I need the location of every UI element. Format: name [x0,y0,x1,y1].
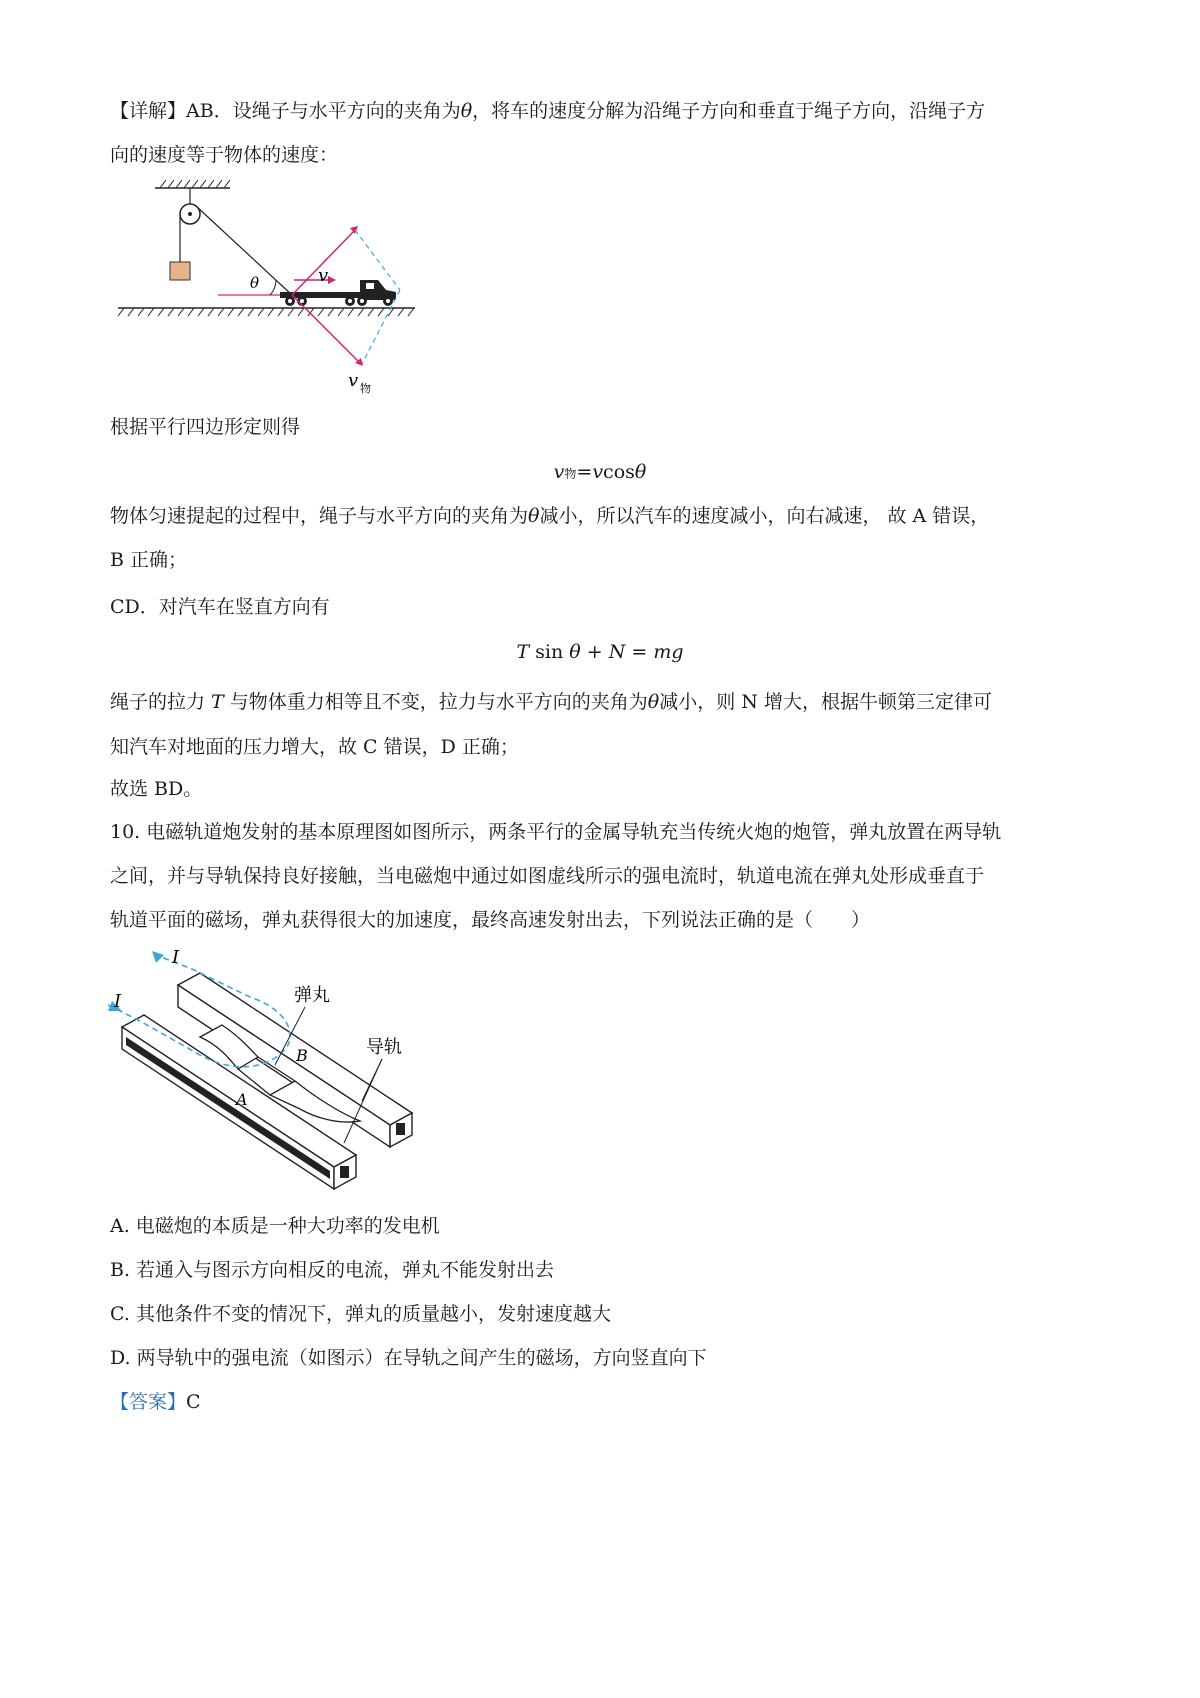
formula-v2: v [592,461,604,483]
current-label-left: I [114,991,122,1012]
rail-label: 导轨 [366,1037,402,1058]
formula-force [0,638,1200,666]
formula-cos: cos [603,461,635,483]
option-b: B. 若通入与图示方向相反的电流，弹丸不能发射出去 [110,1259,555,1281]
formula-mg: mg [653,641,684,663]
hanging-block [170,262,190,280]
solution-line-1 [110,97,1100,125]
solution-line-4: B 正确； [110,549,188,571]
parallelogram-rule: 根据平行四边形定则得 [110,416,301,438]
formula-eq: = [576,461,593,483]
text: 物体匀速提起的过程中，绳子与水平方向的夹角为 [110,505,529,527]
answer-value: C [186,1391,201,1413]
theta-arc [270,280,276,295]
cd-intro: CD．对汽车在竖直方向有 [110,596,330,618]
theta-symbol: θ [647,691,660,713]
answer-line [110,1388,1100,1416]
option-a: A. 电磁炮的本质是一种大功率的发电机 [110,1215,440,1237]
text: AB．设绳子与水平方向的夹角为 [186,100,461,122]
v-arrowhead [328,276,336,284]
theta-label: θ [250,274,260,292]
formula-sub: 物 [564,467,577,481]
text: 与物体重力相等且不变，拉力与水平方向的夹角为 [223,691,648,713]
option-d: D. 两导轨中的强电流（如图示）在导轨之间产生的磁场，方向竖直向下 [110,1347,707,1369]
text: ，将车的速度分解为沿绳子方向和垂直于绳子方向，沿绳子方 [472,100,986,122]
formula-plus: + [580,641,609,663]
pulley-truck-figure [110,180,430,395]
text: 绳子的拉力 [110,691,212,713]
solution-line-2: 向的速度等于物体的速度： [110,144,339,166]
pulley-axle [188,212,192,216]
ground-hatch [118,308,414,316]
rope-slanted [196,206,292,295]
formula-sin: sin [529,641,570,663]
formula-T: T [516,641,530,663]
projectile-label: 弹丸 [294,985,330,1006]
question-line-1: 10. 电磁轨道炮发射的基本原理图如图所示，两条平行的金属导轨充当传统火炮的炮管，弹丸放置在两导轨 [110,821,1002,843]
option-c: C. 其他条件不变的情况下，弹丸的质量越小，发射速度越大 [110,1303,611,1325]
current-label-top: I [172,947,180,968]
ceiling-hatch [160,180,230,188]
solution-line-5 [110,688,1100,716]
answer-label: 【答案】 [110,1391,187,1413]
v-label: v [318,265,329,286]
theta-symbol: θ [460,100,473,122]
text: 减小，则 N 增大，根据牛顿第三定律可 [659,691,992,713]
truck [280,280,396,306]
question-line-2: 之间，并与导轨保持良好接触，当电磁炮中通过如图虚线所示的强电流时，轨道电流在弹丸处形成垂直于 [110,865,985,887]
v-wu-subscript: 物 [360,382,371,395]
formula-theta: θ [634,461,647,483]
point-A-label: A [236,1090,248,1109]
solution-conclusion: 故选 BD。 [110,778,203,800]
v-wu-label: v [348,370,359,391]
detail-label: 【详解】 [110,100,187,122]
formula-theta: θ [569,641,581,663]
point-B-label: B [296,1046,308,1065]
current-arrowhead-top [152,951,164,963]
front-rail-end-hole [340,1166,349,1178]
dashed-edge-bottom [362,290,400,364]
text: 减小，所以汽车的速度减小，向右减速， 故 A 错误， [539,505,990,527]
formula-N: N [608,641,626,663]
railgun-figure [100,945,460,1205]
solution-line-6: 知汽车对地面的压力增大，故 C 错误，D 正确； [110,736,519,758]
formula-eq: = [625,641,654,663]
solution-line-3 [110,502,1100,530]
question-line-3: 轨道平面的磁场，弹丸获得很大的加速度，最终高速发射出去，下列说法正确的是（ ） [110,909,871,931]
back-rail-end-hole [396,1123,405,1135]
theta-symbol: θ [528,505,540,527]
formula-vwu [0,458,1200,488]
formula-v: v [553,461,565,483]
tension-symbol: T [211,691,224,713]
